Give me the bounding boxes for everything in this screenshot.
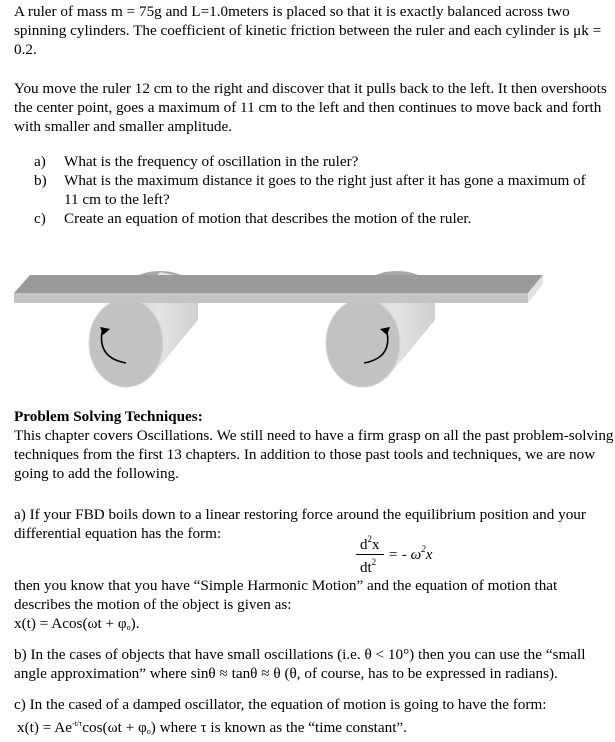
question-label: b) <box>34 172 47 189</box>
question-b <box>34 171 604 209</box>
techniques-heading: Problem Solving Techniques: <box>14 408 203 425</box>
technique-a-text2: then you know that you have “Simple Harmonic Motion” and the equation of motion that describes the motion of the object is given as: $x(t) = Acos(\omega t + \varphi_o)$. <box>14 576 614 637</box>
damped-equation: $x(t) = Ae^{-t/\tau}\cos(\omega t + \varphi_o)$ where τ is known as the “time constant”. <box>17 719 407 736</box>
ruler <box>14 275 543 303</box>
problem-scenario: You move the ruler 12 cm to the right and discover that it pulls back to the left. It then overshoots the center point, goes a maximum of 11 cm to the left and then continues to move back and forth with smaller and smaller amplitude. <box>14 80 607 135</box>
techniques-intro: This chapter covers Oscillations. We still need to have a firm grasp on all the past problem-solving techniques from the first 13 chapters. In addition to those past tools and techniques, we are now going to add the following. <box>14 427 614 482</box>
question-c <box>34 209 604 228</box>
question-text: What is the frequency of oscillation in the ruler? <box>64 153 359 170</box>
technique-a-text: a) If your FBD boils down to a linear restoring force around the equilibrium position and your differential equation has the form: <box>14 506 586 542</box>
ruler-cylinders-figure <box>0 240 615 410</box>
problem-intro: A ruler of mass m = 75g and L=1.0meters is placed so that it is exactly balanced across two spinning cylinders. The coefficient of kinetic friction between the ruler and each cylinder is μk = 0.2. <box>14 3 602 58</box>
question-label: c) <box>34 210 46 227</box>
sho-differential-equation <box>352 533 462 578</box>
question-list <box>34 152 604 228</box>
technique-c <box>14 695 614 741</box>
question-a <box>34 152 604 171</box>
question-text: What is the maximum distance it goes to the right just after it has gone a maximum of 11 cm to the left? <box>64 172 586 208</box>
eq-denominator: $dt^2$ <box>360 557 377 576</box>
technique-b-text: b) In the cases of objects that have small oscillations (i.e. θ < 10°) then you can use the “small angle approximation” where sinθ ≈ tanθ ≈ θ (θ, of course, has to be expressed in radians). <box>14 646 586 682</box>
eq-numerator: $d^2x$ <box>360 534 380 553</box>
sho-equation-of-motion: $x(t) = Acos(\omega t + \varphi_o)$. <box>14 615 140 632</box>
question-text: Create an equation of motion that describes the motion of the ruler. <box>64 210 472 227</box>
eq-rhs: = - $\omega^2x$ <box>388 544 433 563</box>
question-label: a) <box>34 153 46 170</box>
fraction-bar <box>356 554 384 555</box>
technique-c-text: c) In the cased of a damped oscillator, the equation of motion is going to have the form: <box>14 696 547 713</box>
